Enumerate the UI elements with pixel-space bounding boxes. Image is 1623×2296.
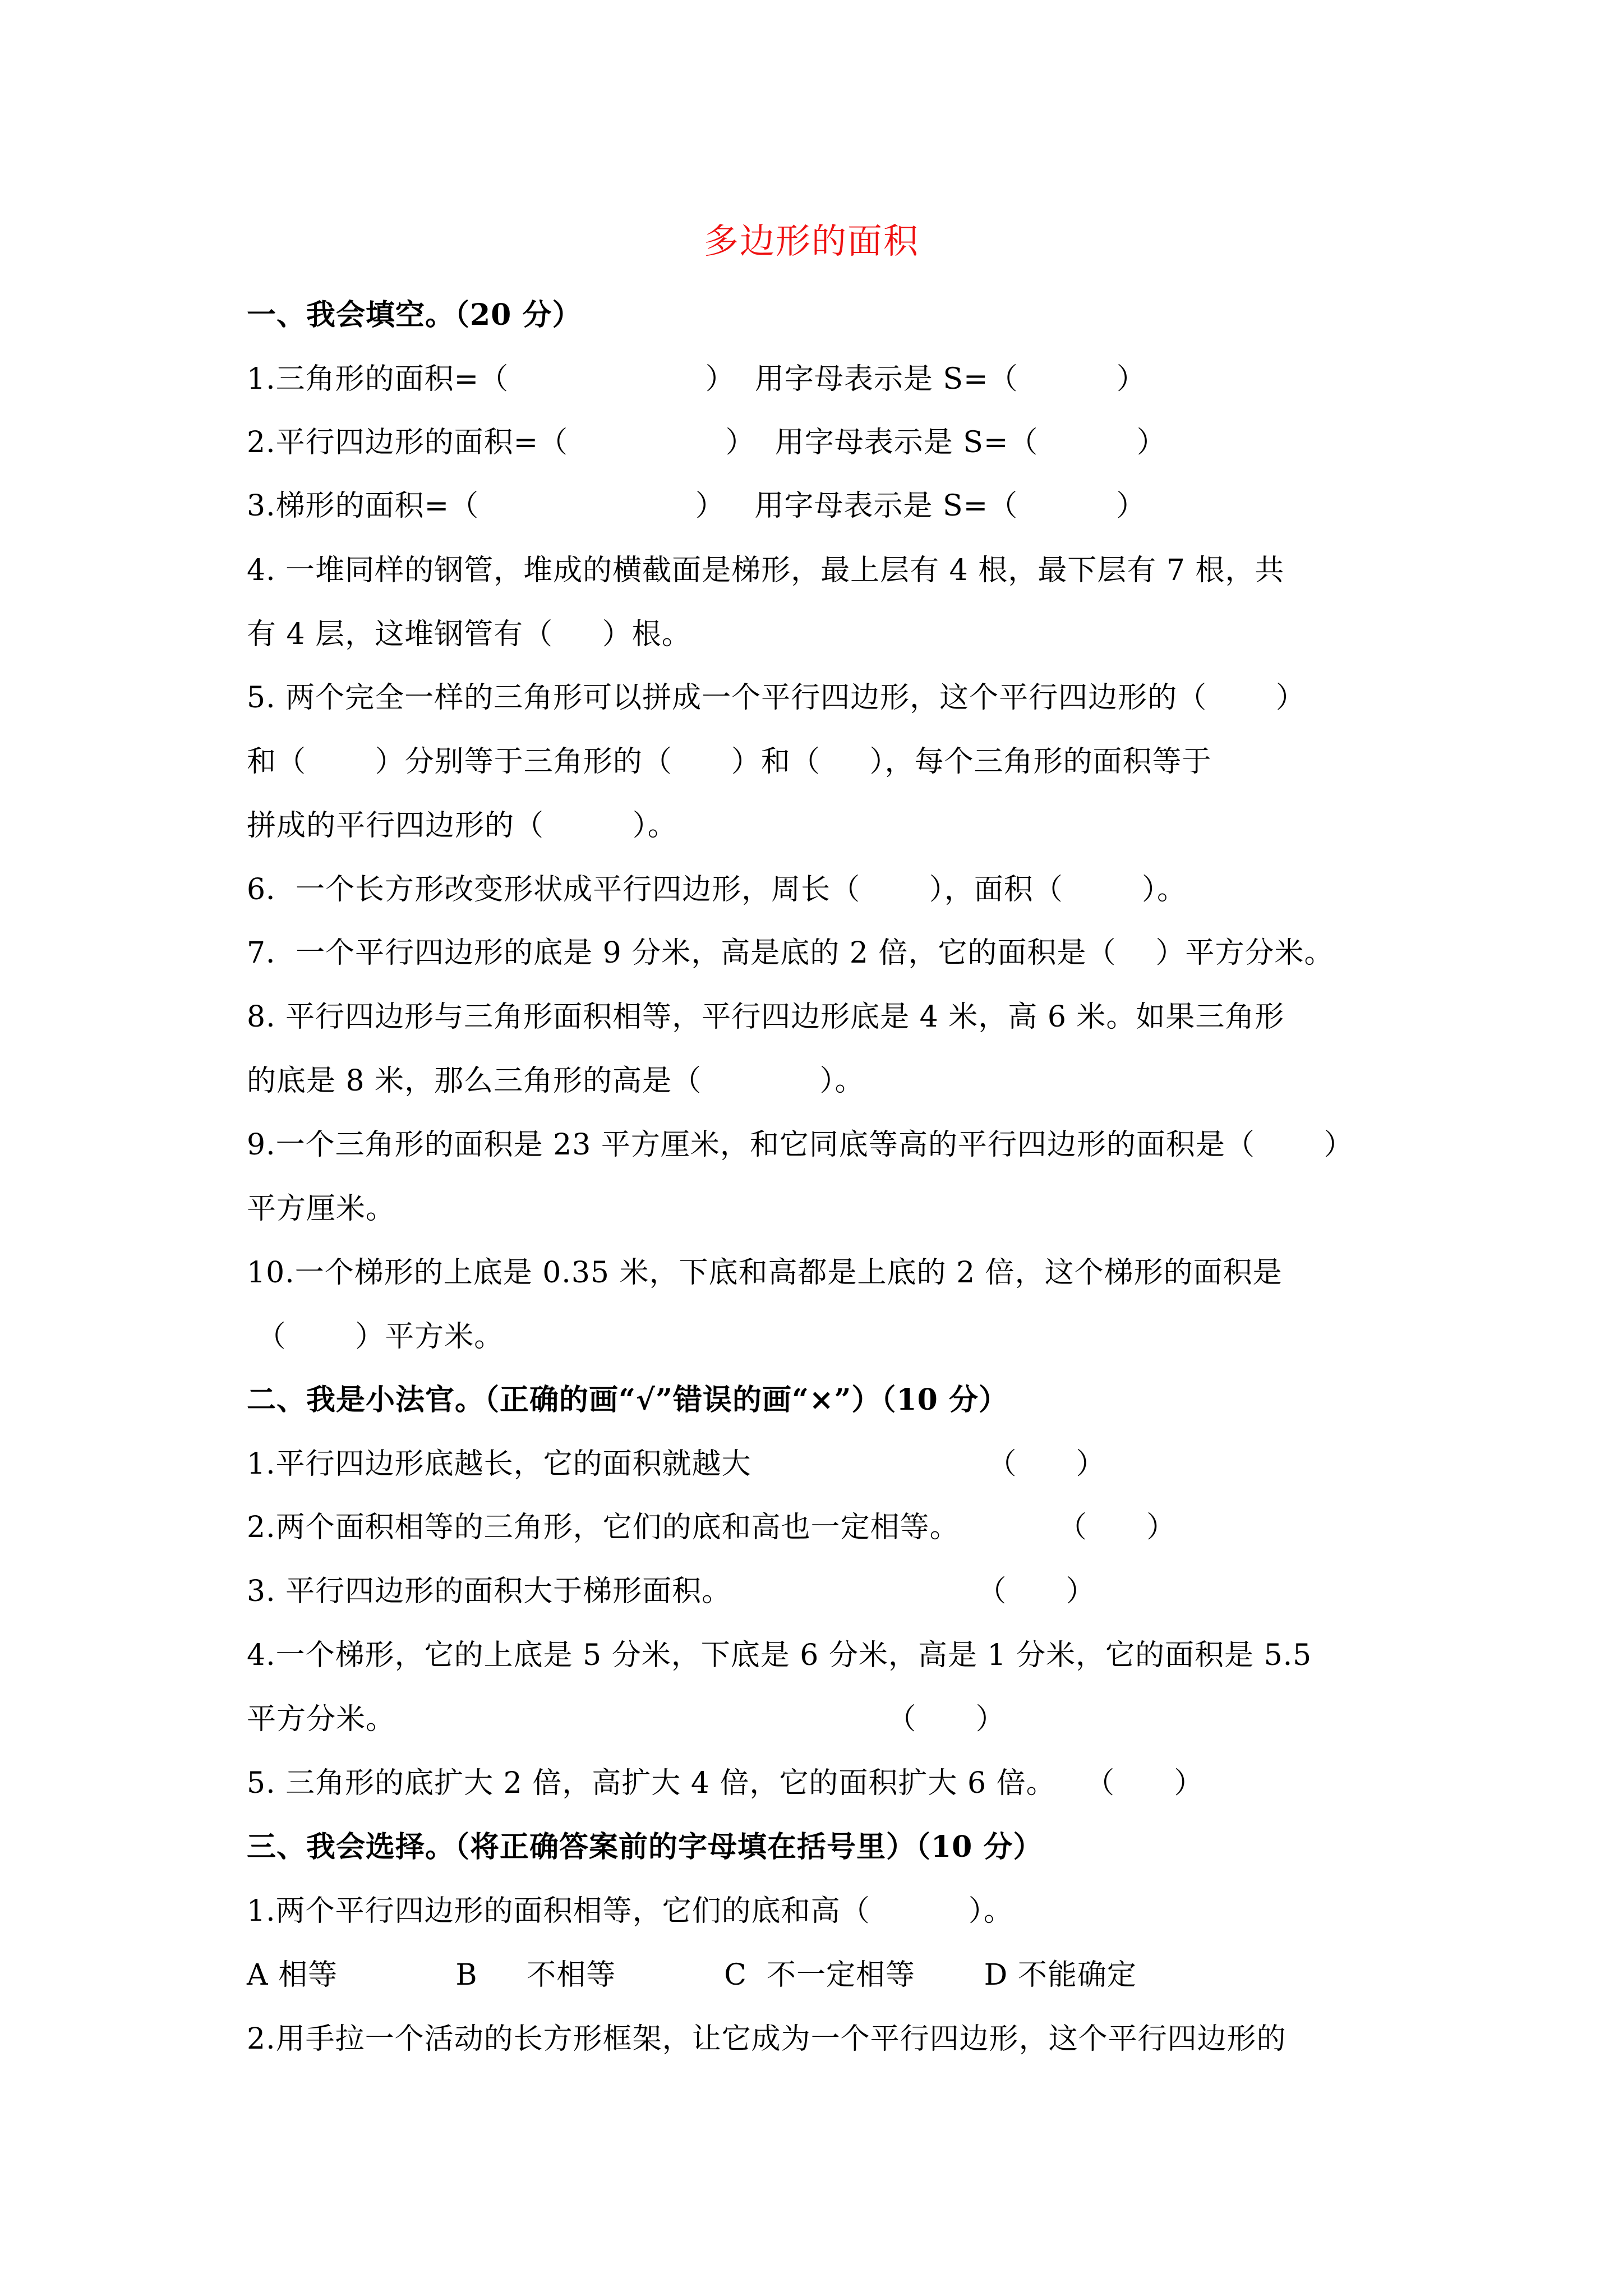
question-line: 2.用手拉一个活动的长方形框架，让它成为一个平行四边形，这个平行四边形的 xyxy=(247,2022,1287,2056)
question-line: 的底是 8 米，那么三角形的高是（ ）。 xyxy=(247,1064,865,1098)
question-line: 9.一个三角形的面积是 23 平方厘米，和它同底等高的平行四边形的面积是（ ） xyxy=(247,1128,1354,1162)
question-line: 2.平行四边形的面积=（ ） 用字母表示是 S=（ ） xyxy=(247,426,1166,459)
section-heading-multiple-choice: 三、我会选择。（将正确答案前的字母填在括号里）（10 分） xyxy=(247,1830,1043,1864)
section-heading-fill-in: 一、我会填空。（20 分） xyxy=(247,298,582,332)
question-line: 平方厘米。 xyxy=(247,1192,396,1226)
choice-options-line: A 相等 B 不相等 C 不一定相等 D 不能确定 xyxy=(247,1958,1137,1992)
question-line: 4. 一堆同样的钢管，堆成的横截面是梯形，最上层有 4 根，最下层有 7 根，共 xyxy=(247,554,1285,587)
question-line: 5. 两个完全一样的三角形可以拼成一个平行四边形，这个平行四边形的（ ） xyxy=(247,681,1306,715)
question-line: 7．一个平行四边形的底是 9 分米，高是底的 2 倍，它的面积是（ ）平方分米。 xyxy=(247,936,1334,970)
question-line: 和（ ）分别等于三角形的（ ）和（ ），每个三角形的面积等于 xyxy=(247,745,1212,779)
question-line: 2.两个面积相等的三角形，它们的底和高也一定相等。 （ ） xyxy=(247,1511,1177,1544)
question-line: 1.平行四边形底越长，它的面积就越大 （ ） xyxy=(247,1447,1106,1481)
question-line: 拼成的平行四边形的（ ）。 xyxy=(247,809,677,843)
question-line: 1.两个平行四边形的面积相等，它们的底和高（ ）。 xyxy=(247,1894,1013,1928)
question-line: 3. 平行四边形的面积大于梯形面积。 （ ） xyxy=(247,1575,1096,1608)
question-line: 平方分米。 （ ） xyxy=(247,1703,1006,1736)
page-title: 多边形的面积 xyxy=(703,220,919,261)
question-line: 6．一个长方形改变形状成平行四边形，周长（ ），面积（ ）。 xyxy=(247,873,1187,907)
question-line: 1.三角形的面积=（ ） 用字母表示是 S=（ ） xyxy=(247,362,1146,396)
question-line: 10.一个梯形的上底是 0.35 米，下底和高都是上底的 2 倍，这个梯形的面积是 xyxy=(247,1256,1283,1290)
question-line: 5. 三角形的底扩大 2 倍，高扩大 4 倍，它的面积扩大 6 倍。 （ ） xyxy=(247,1766,1204,1800)
question-line: 有 4 层，这堆钢管有（ ）根。 xyxy=(247,618,691,651)
question-line: 8. 平行四边形与三角形面积相等，平行四边形底是 4 米，高 6 米。如果三角形 xyxy=(247,1000,1285,1034)
question-line: 3.梯形的面积=（ ） 用字母表示是 S=（ ） xyxy=(247,489,1146,523)
question-line: 4.一个梯形，它的上底是 5 分米，下底是 6 分米，高是 1 分米，它的面积是 5.5 xyxy=(247,1639,1312,1672)
section-heading-true-false: 二、我是小法官。（正确的画“√”错误的画“×”）（10 分） xyxy=(247,1383,1008,1417)
question-line: （ ）平方米。 xyxy=(247,1320,504,1354)
